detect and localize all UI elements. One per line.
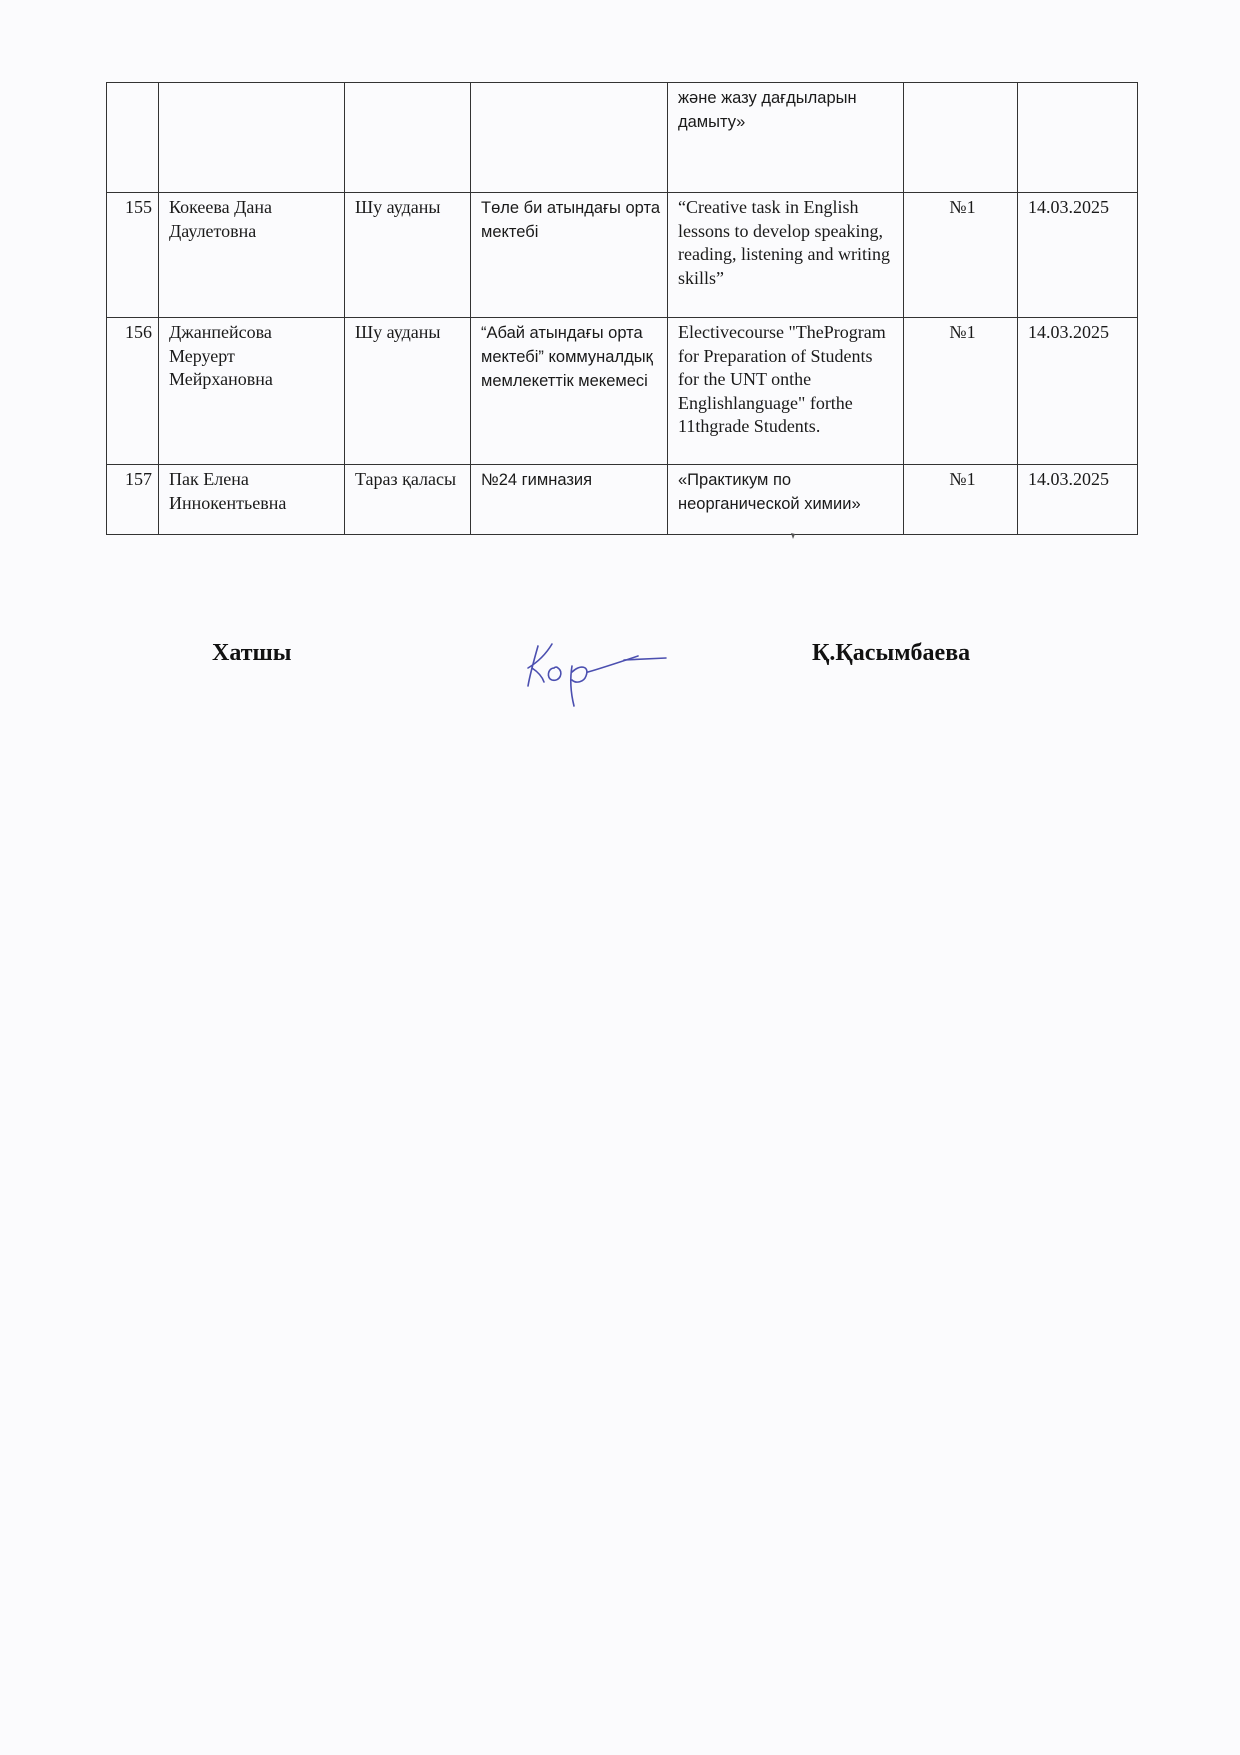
- topic-cell: және жазу дағдыларын дамыту»: [668, 83, 904, 193]
- school-cell: №24 гимназия: [471, 465, 668, 535]
- district-cell: Тараз қаласы: [345, 465, 471, 535]
- ink-speck: [790, 532, 796, 540]
- certificate-cell: №1: [904, 318, 1018, 465]
- district-cell: [345, 83, 471, 193]
- school-cell: “Абай атындағы орта мектебі” коммуналдық мемлекеттік мекемесі: [471, 318, 668, 465]
- certificate-cell: [904, 83, 1018, 193]
- certificate-cell: №1: [904, 465, 1018, 535]
- signatory-name: Қ.Қасымбаева: [812, 640, 971, 666]
- table-row: [107, 318, 1138, 465]
- topic-cell: Electivecourse "TheProgram for Preparation of Students for the UNT onthe Englishlanguage" forthe 11thgrade Students.: [668, 318, 904, 465]
- school-cell: Төле би атындағы орта мектебі: [471, 193, 668, 318]
- full-name-cell: Джанпейсова Меруерт Мейрхановна: [159, 318, 345, 465]
- date-cell: [1018, 83, 1138, 193]
- district-cell: Шу ауданы: [345, 318, 471, 465]
- full-name-cell: Пак Елена Иннокентьевна: [159, 465, 345, 535]
- table-row: [107, 83, 1138, 193]
- table-row: [107, 193, 1138, 318]
- table-row: [107, 465, 1138, 535]
- full-name-cell: [159, 83, 345, 193]
- row-number-cell: 156: [107, 318, 159, 465]
- row-number-cell: [107, 83, 159, 193]
- certificate-cell: №1: [904, 193, 1018, 318]
- row-number-cell: 157: [107, 465, 159, 535]
- handwritten-signature: [520, 628, 670, 708]
- topic-cell: “Creative task in English lessons to develop speaking, reading, listening and writing skills”: [668, 193, 904, 318]
- topic-cell: «Практикум по неорганической химии»: [668, 465, 904, 535]
- date-cell: 14.03.2025: [1018, 193, 1138, 318]
- school-cell: [471, 83, 668, 193]
- full-name-cell: Кокеева Дана Даулетовна: [159, 193, 345, 318]
- date-cell: 14.03.2025: [1018, 465, 1138, 535]
- district-cell: Шу ауданы: [345, 193, 471, 318]
- signatory-title: Хатшы: [212, 640, 292, 666]
- registry-table: [106, 82, 1138, 535]
- row-number-cell: 155: [107, 193, 159, 318]
- date-cell: 14.03.2025: [1018, 318, 1138, 465]
